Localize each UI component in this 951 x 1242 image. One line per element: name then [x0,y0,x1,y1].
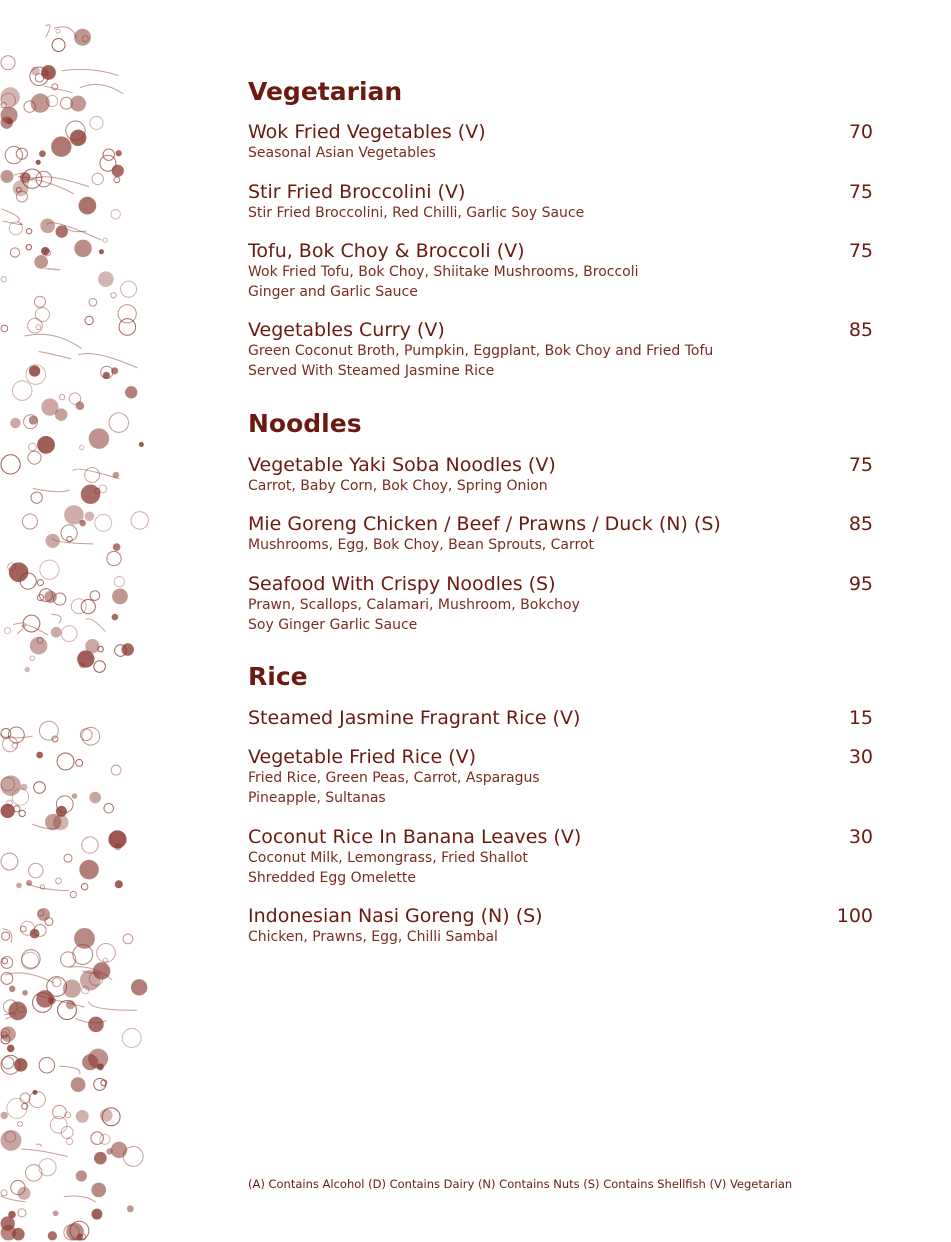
lace-flower [64,854,72,862]
lace-flower [18,1187,30,1199]
lace-flower [54,815,69,830]
item-description: Chicken, Prawns, Egg, Chilli Sambal [248,929,498,945]
lace-flower [18,1122,23,1127]
lace-vine [1,209,19,222]
item-name: Vegetable Fried Rice (V) [248,746,477,768]
lace-flower [53,1211,58,1216]
lace-flower [36,171,52,187]
lace-flower [61,952,76,967]
lace-flower [80,860,99,879]
lace-flower [111,293,116,298]
lace-flower [94,1078,106,1090]
lace-flower [30,656,34,660]
lace-vine [73,469,120,479]
lace-vine [33,488,70,491]
lace-vine [89,1001,137,1010]
lace-flower [118,305,136,323]
lace-flower [42,399,58,415]
lace-vine [24,334,82,348]
item-description: Fried Rice, Green Peas, Carrot, Asparagus [248,770,540,786]
lace-flower [1,1112,7,1118]
lace-flower [43,70,48,75]
lace-flower [103,238,107,242]
lace-flower [89,1049,108,1068]
lace-flower [2,932,10,940]
lace-flower [36,325,41,330]
lace-flower [95,1152,107,1164]
lace-flower [85,468,100,483]
lace-flower [23,990,28,995]
lace-flower [36,160,40,164]
lace-vine [27,179,74,194]
lace-vine [51,614,61,623]
lace-flower [33,1090,37,1094]
lace-flower [39,721,58,740]
menu-item [248,746,873,808]
lace-flower [12,381,32,401]
lace-flower [112,614,118,620]
lace-flower [12,743,17,748]
item-description: Seasonal Asian Vegetables [248,145,436,161]
item-price: 15 [848,707,873,729]
item-price: 30 [848,826,873,848]
lace-flower [126,387,137,398]
item-description: Prawn, Scallops, Calamari, Mushroom, Bokchoy [248,597,580,613]
lace-flower [67,1223,84,1240]
lace-flower [99,272,114,287]
item-name: Vegetables Curry (V) [248,319,445,341]
section-title-rice: Rice [248,662,308,691]
item-name: Tofu, Bok Choy & Broccoli (V) [248,240,525,262]
lace-flower [11,418,20,427]
item-price: 100 [836,905,873,927]
lace-vine [44,86,72,93]
lace-flower [81,600,95,614]
lace-flower [92,1209,102,1219]
lace-flower [111,1142,126,1157]
lace-flower [1,107,17,123]
lace-vine [59,1066,80,1074]
lace-flower [114,177,120,183]
lace-flower [56,806,66,816]
lace-flower [107,1149,113,1155]
lace-flower [20,1093,30,1103]
lace-flower [39,1058,55,1074]
lace-flower [69,393,81,405]
lace-flower [19,810,25,816]
lace-flower [1,1225,16,1240]
lace-flower [29,366,39,376]
lace-flower [39,1159,56,1176]
lace-flower [37,579,43,585]
lace-flower [1,88,19,106]
lace-flower [34,296,45,307]
lace-flower [38,909,50,921]
item-price: 85 [848,513,873,535]
lace-flower [92,173,103,184]
lace-vine [45,269,60,270]
lace-flower [78,651,94,667]
lace-flower [7,1045,14,1052]
lace-flower [103,149,114,160]
lace-flower [85,316,93,324]
lace-flower [35,255,48,268]
lace-flower [22,514,37,529]
lace-flower [45,591,57,603]
lace-flower [116,151,121,156]
lace-flower [26,228,31,233]
lace-flower [57,753,74,770]
menu-item [248,513,873,555]
lace-flower [37,752,43,758]
lace-flower [104,804,114,814]
lace-vine [86,619,105,632]
lace-flower [89,298,97,306]
lace-flower [18,1209,26,1217]
lace-flower [1,1190,7,1196]
lace-flower [31,492,42,503]
item-description: Pineapple, Sultanas [248,790,386,806]
lace-flower [61,525,77,541]
lace-flower [30,637,47,654]
item-description: Soy Ginger Garlic Sauce [248,617,418,633]
lace-flower [75,240,91,256]
lace-flower [90,591,100,601]
lace-flower [10,248,19,257]
lace-vine [0,734,32,737]
lace-flower [71,96,86,111]
lace-flower [1,277,6,282]
item-name: Seafood With Crispy Noodles (S) [248,573,556,595]
lace-flower [76,759,83,766]
lace-flower [122,1029,141,1048]
menu-item [248,121,873,163]
lace-flower [114,577,124,587]
item-price: 95 [848,573,873,595]
lace-vine [21,1149,67,1156]
lace-flower [25,1165,42,1182]
lace-flower [1,1027,15,1041]
item-price: 75 [848,454,873,476]
lace-flower [9,986,14,991]
lace-flower [115,881,122,888]
lace-flower [1,804,14,817]
menu-item [248,240,873,302]
lace-flower [65,506,84,525]
lace-flower [59,394,64,399]
item-price: 70 [848,121,873,143]
lace-flower [52,137,71,156]
lace-flower [1,776,20,795]
lace-flower [70,130,85,145]
lace-flower [75,929,95,949]
lace-flower [111,210,121,220]
lace-flower [127,1206,133,1212]
lace-flower [112,165,123,176]
menu-item [248,181,873,223]
lace-flower [20,926,26,932]
lace-flower [109,413,128,432]
lace-flower [15,1059,27,1071]
item-name: Wok Fried Vegetables (V) [248,121,486,143]
lace-flower [22,952,39,969]
lace-flower [48,1232,56,1240]
lace-flower [5,146,22,163]
lace-flower [76,1110,88,1122]
lace-flower [51,627,61,637]
lace-flower [63,980,80,997]
lace-flower [40,151,46,157]
lace-vine [36,1144,42,1147]
lace-flower [28,451,41,464]
item-description: Carrot, Baby Corn, Bok Choy, Spring Onion [248,478,548,494]
menu-item [248,319,873,381]
item-price: 85 [848,319,873,341]
lace-flower [89,1017,104,1032]
lace-flower [52,39,65,52]
lace-flower [71,1078,85,1092]
menu-item [248,905,873,947]
lace-flower [82,837,98,853]
lace-flower [131,980,146,995]
lace-flower [41,219,55,233]
item-price: 75 [848,240,873,262]
lace-flower [2,958,8,964]
lace-flower [1,1130,21,1150]
lace-flower [90,116,103,129]
item-description: Served With Steamed Jasmine Rice [248,363,495,379]
lace-flower [56,29,60,33]
lace-flower [25,667,29,671]
lace-flower [34,782,46,794]
lace-flower [56,878,62,884]
item-description: Shredded Egg Omelette [248,870,416,886]
section-title-noodles: Noodles [248,409,362,438]
item-price: 30 [848,746,873,768]
item-name: Vegetable Yaki Soba Noodles (V) [248,454,556,476]
lace-flower [81,883,87,889]
lace-flower [131,512,148,529]
lace-flower [107,551,121,565]
lace-flower [100,155,116,171]
lace-flower [121,281,137,297]
section-title-vegetarian: Vegetarian [248,77,403,106]
lace-flower [17,883,22,888]
lace-flower [103,372,109,378]
lace-flower [123,934,133,944]
item-description: Coconut Milk, Lemongrass, Fried Shallot [248,850,528,866]
lace-flower [113,544,120,551]
lace-flower [5,628,11,634]
item-name: Steamed Jasmine Fragrant Rice (V) [248,707,581,729]
lace-flower [89,429,108,448]
lace-flower [113,589,128,604]
lace-flower [79,197,96,214]
item-name: Mie Goreng Chicken / Beef / Prawns / Duck (N) (S) [248,513,721,535]
lace-flower [12,789,28,805]
floral-lace-decoration [0,0,165,1242]
lace-flower [85,512,94,521]
lace-flower [94,661,106,673]
item-name: Coconut Rice In Banana Leaves (V) [248,826,582,848]
item-name: Indonesian Nasi Goreng (N) (S) [248,905,543,927]
lace-flower [109,831,126,848]
item-description: Wok Fried Tofu, Bok Choy, Shiitake Mushrooms, Broccoli [248,264,639,280]
lace-flower [76,1171,86,1181]
lace-flower [100,1134,110,1144]
lace-flower [29,863,43,877]
lace-flower [7,1098,27,1118]
lace-vine [80,84,123,93]
lace-vine [62,69,119,75]
lace-flower [29,443,37,451]
menu-item [248,826,873,888]
item-description: Mushrooms, Egg, Bok Choy, Bean Sprouts, Carrot [248,537,595,553]
lace-flower [82,727,100,745]
lace-flower [70,891,76,897]
lace-flower [80,445,84,449]
item-description: Stir Fried Broccolini, Red Chilli, Garlic Soy Sauce [248,205,585,221]
lace-flower [139,442,143,446]
item-description: Ginger and Garlic Sauce [248,284,418,300]
lace-flower [26,244,31,249]
lace-flower [40,560,59,579]
lace-flower [9,1211,16,1218]
item-name: Stir Fried Broccolini (V) [248,181,466,203]
lace-vine [45,25,50,37]
lace-flower [20,921,34,935]
allergen-legend: (A) Contains Alcohol (D) Contains Dairy (N) Contains Nuts (S) Contains Shellfish (V) Vegetarian [248,1177,793,1191]
lace-flower [1,853,18,870]
lace-flower [99,250,103,254]
lace-vine [78,354,137,368]
lace-flower [72,794,77,799]
lace-vine [2,929,12,943]
lace-flower [1,171,13,183]
lace-flower [38,437,55,454]
lace-flower [66,1138,73,1145]
lace-flower [2,737,17,752]
lace-vine [27,883,69,890]
lace-flower [1,325,8,332]
lace-flower [61,626,77,642]
lace-vine [64,1196,96,1202]
lace-flower [111,765,121,775]
lace-flower [1,455,20,474]
lace-flower [92,1183,106,1197]
item-price: 75 [848,181,873,203]
lace-flower [1,56,15,70]
item-description: Green Coconut Broth, Pumpkin, Eggplant, Bok Choy and Fried Tofu [248,343,714,359]
lace-flower [29,1091,45,1107]
menu-item [248,454,873,496]
lace-flower [76,402,84,410]
lace-flower [97,943,116,962]
lace-vine [39,352,72,359]
lace-flower [95,514,112,531]
lace-flower [35,308,49,322]
lace-flower [90,792,101,803]
menu-item [248,573,873,635]
lace-flower [9,563,28,582]
menu-item [248,707,873,729]
